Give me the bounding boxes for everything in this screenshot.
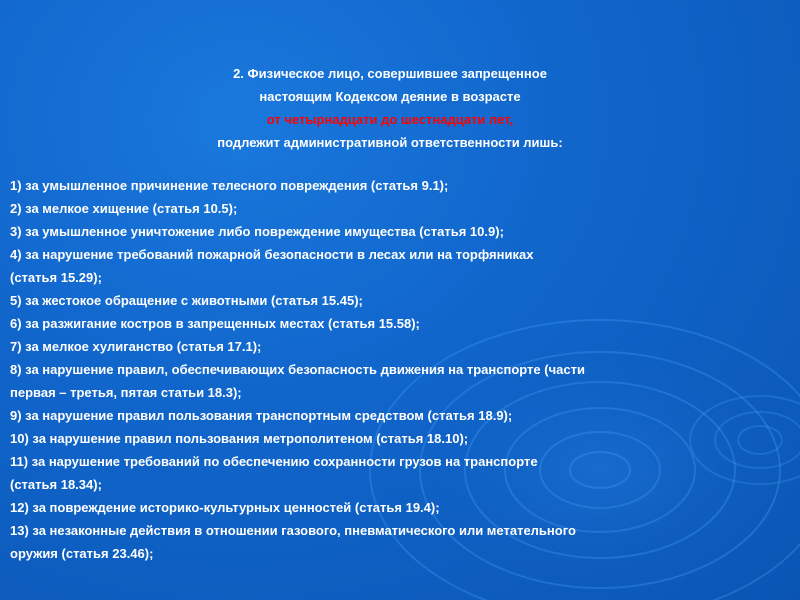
list-item: 13) за незаконные действия в отношении газового, пневматического или метательного [10,523,576,538]
list-item: оружия (статья 23.46); [10,546,154,561]
list-item: (статья 18.34); [10,477,102,492]
list-item: 3) за умышленное уничтожение либо повреждение имущества (статья 10.9); [10,224,504,239]
list-item: 6) за разжигание костров в запрещенных местах (статья 15.58); [10,316,420,331]
list-item: 5) за жестокое обращение с животными (статья 15.45); [10,293,363,308]
heading-line-4: подлежит административной ответственности лишь: [217,135,563,150]
list-item: 1) за умышленное причинение телесного повреждения (статья 9.1); [10,178,449,193]
list-item: 12) за повреждение историко-культурных ценностей (статья 19.4); [10,500,440,515]
list-item: 11) за нарушение требований по обеспечению сохранности грузов на транспорте [10,454,538,469]
list-item: 8) за нарушение правил, обеспечивающих безопасность движения на транспорте (части [10,362,585,377]
heading-age-highlight: от четырнадцати до шестнадцати лет, [266,112,514,127]
list-item: первая – третья, пятая статьи 18.3); [10,385,242,400]
list-item: 4) за нарушение требований пожарной безопасности в лесах или на торфяниках [10,247,534,262]
heading-line-2: настоящим Кодексом деяние в возрасте [259,89,521,104]
list-item: (статья 15.29); [10,270,102,285]
list-item: 10) за нарушение правил пользования метрополитеном (статья 18.10); [10,431,469,446]
list-item: 7) за мелкое хулиганство (статья 17.1); [10,339,262,354]
heading-line-1: 2. Физическое лицо, совершившее запрещенное [233,66,547,81]
list-item: 2) за мелкое хищение (статья 10.5); [10,201,238,216]
list-item: 9) за нарушение правил пользования транспортным средством (статья 18.9); [10,408,513,423]
